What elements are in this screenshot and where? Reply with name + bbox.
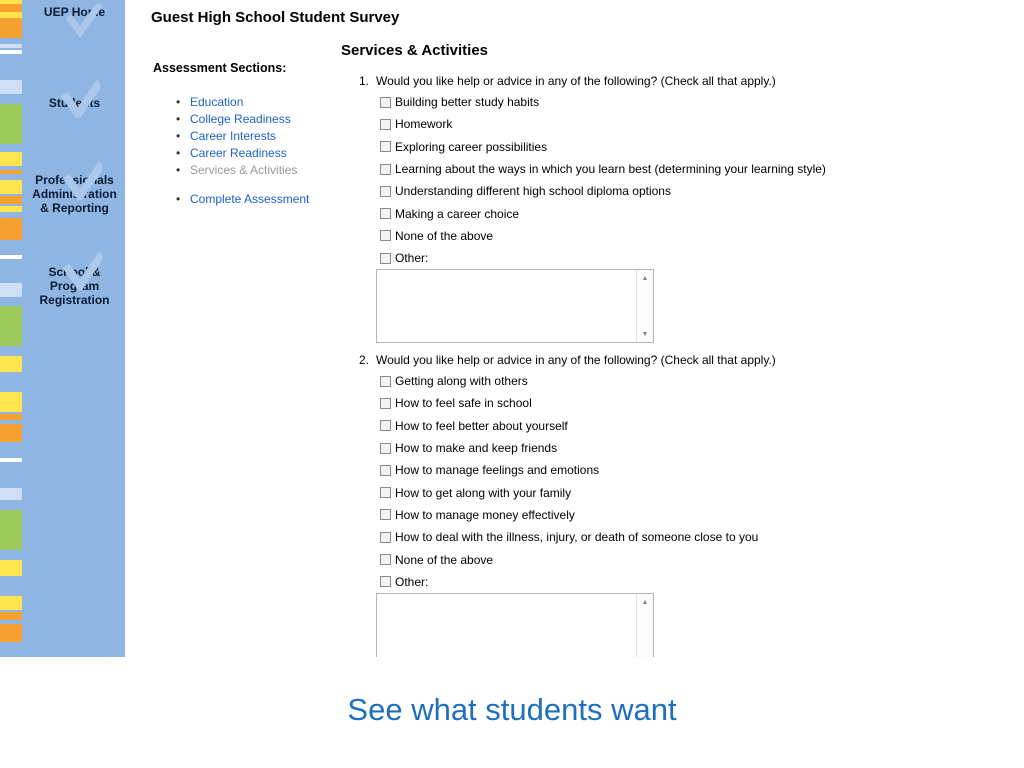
checkbox-label: How to manage feelings and emotions <box>395 463 600 478</box>
page-title: Guest High School Student Survey <box>151 9 400 26</box>
decorative-color-block <box>0 218 22 240</box>
checkbox-option[interactable] <box>380 481 758 503</box>
scroll-down-arrow-icon[interactable]: ▼ <box>641 331 649 338</box>
section-current-services-activities: • Services & Activities <box>176 162 309 179</box>
checkbox-label: Other: <box>395 574 429 589</box>
checkbox[interactable] <box>380 186 391 197</box>
checkbox-option[interactable] <box>380 415 758 437</box>
nav-school-program-registration[interactable]: School & Program Registration <box>39 265 110 307</box>
textarea-scrollbar[interactable] <box>636 594 653 657</box>
decorative-color-block <box>0 170 22 174</box>
scroll-up-arrow-icon[interactable]: ▲ <box>641 599 649 606</box>
checkbox-option[interactable] <box>380 526 758 548</box>
decorative-color-block <box>0 612 22 620</box>
question-number: 1. <box>359 74 370 88</box>
checkbox-label: None of the above <box>395 228 494 243</box>
decorative-color-strip <box>0 0 24 657</box>
checkbox-option[interactable] <box>380 136 826 158</box>
decorative-color-block <box>0 152 22 166</box>
question-text: Would you like help or advice in any of the following? (Check all that apply.) <box>376 353 776 367</box>
question-2 <box>359 353 776 367</box>
section-link-complete-assessment[interactable]: • Complete Assessment <box>176 191 309 208</box>
scroll-up-arrow-icon[interactable]: ▲ <box>641 275 649 282</box>
slide-caption: See what students want <box>347 692 677 727</box>
decorative-color-block <box>0 80 22 94</box>
checkbox-label: How to make and keep friends <box>395 441 558 456</box>
checkbox-label: Making a career choice <box>395 206 520 221</box>
question-2-options <box>380 370 758 593</box>
checkbox-option[interactable] <box>380 247 826 269</box>
checkbox[interactable] <box>380 119 391 130</box>
decorative-color-block <box>0 4 22 12</box>
checkbox[interactable] <box>380 554 391 565</box>
checkbox[interactable] <box>380 230 391 241</box>
decorative-color-block <box>0 283 22 297</box>
decorative-color-block <box>0 50 22 54</box>
nav-students[interactable]: Students <box>48 96 101 110</box>
checkbox-label: Learning about the ways in which you learn best (determining your learning style) <box>395 162 826 177</box>
checkbox-option[interactable] <box>380 370 758 392</box>
checkbox-label: How to deal with the illness, injury, or death of someone close to you <box>395 530 759 545</box>
checkbox[interactable] <box>380 164 391 175</box>
checkbox-option[interactable] <box>380 504 758 526</box>
checkbox-label: How to feel safe in school <box>395 396 532 411</box>
decorative-color-block <box>0 196 22 204</box>
checkbox[interactable] <box>380 465 391 476</box>
decorative-color-block <box>0 560 22 576</box>
decorative-color-block <box>0 180 22 194</box>
decorative-color-block <box>0 596 22 610</box>
checkbox-option[interactable] <box>380 180 826 202</box>
checkbox-label: Understanding different high school diploma options <box>395 184 671 199</box>
checkbox-option[interactable] <box>380 158 826 180</box>
checkbox-option[interactable] <box>380 548 758 570</box>
assessment-sections-heading: Assessment Sections: <box>153 61 287 75</box>
left-nav <box>24 0 125 657</box>
checkbox-label: How to feel better about yourself <box>395 418 568 433</box>
q2-other-textarea[interactable] <box>376 593 654 657</box>
checkbox-option[interactable] <box>380 571 758 593</box>
checkbox-label: Getting along with others <box>395 374 528 389</box>
decorative-color-block <box>0 44 22 48</box>
checkbox[interactable] <box>380 420 391 431</box>
checkbox[interactable] <box>380 509 391 520</box>
checkbox-label: Homework <box>395 117 453 132</box>
section-link-career-interests[interactable]: • Career Interests <box>176 128 309 145</box>
decorative-color-block <box>0 488 22 500</box>
assessment-sections-list <box>176 94 309 208</box>
q1-other-textarea[interactable] <box>376 269 654 343</box>
checkbox-option[interactable] <box>380 392 758 414</box>
checkbox-label: Other: <box>395 251 429 266</box>
checkbox[interactable] <box>380 398 391 409</box>
decorative-color-block <box>0 510 22 550</box>
question-number: 2. <box>359 353 370 367</box>
checkbox-option[interactable] <box>380 202 826 224</box>
checkbox-label: Building better study habits <box>395 95 540 110</box>
checkbox[interactable] <box>380 487 391 498</box>
decorative-color-block <box>0 306 22 346</box>
checkbox-option[interactable] <box>380 437 758 459</box>
checkbox-option[interactable] <box>380 113 826 135</box>
decorative-color-block <box>0 424 22 442</box>
decorative-color-block <box>0 458 22 462</box>
decorative-color-block <box>0 104 22 144</box>
checkbox-option[interactable] <box>380 459 758 481</box>
checkbox[interactable] <box>380 532 391 543</box>
checkbox[interactable] <box>380 376 391 387</box>
question-1 <box>359 74 776 88</box>
textarea-scrollbar[interactable] <box>636 270 653 342</box>
checkbox-option[interactable] <box>380 91 826 113</box>
question-1-options <box>380 91 826 269</box>
checkbox[interactable] <box>380 97 391 108</box>
section-link-education[interactable]: • Education <box>176 94 309 111</box>
decorative-color-block <box>0 18 22 38</box>
nav-uep-home[interactable]: UEP Home <box>43 5 106 19</box>
checkbox[interactable] <box>380 576 391 587</box>
checkbox-label: How to manage money effectively <box>395 507 575 522</box>
checkbox-label: None of the above <box>395 552 494 567</box>
checkbox[interactable] <box>380 208 391 219</box>
nav-professionals-admin-reporting[interactable]: Professionals Administration & Reporting <box>32 173 117 215</box>
checkbox[interactable] <box>380 443 391 454</box>
decorative-color-block <box>0 392 22 412</box>
checkbox-label: Exploring career possibilities <box>395 139 548 154</box>
question-text: Would you like help or advice in any of the following? (Check all that apply.) <box>376 74 776 88</box>
checkbox-option[interactable] <box>380 225 826 247</box>
section-link-college-readiness[interactable]: • College Readiness <box>176 111 309 128</box>
checkbox[interactable] <box>380 253 391 264</box>
decorative-color-block <box>0 414 22 420</box>
section-link-career-readiness[interactable]: • Career Readiness <box>176 145 309 162</box>
decorative-color-block <box>0 206 22 212</box>
decorative-color-block <box>0 624 22 642</box>
checkbox-label: How to get along with your family <box>395 485 572 500</box>
section-title: Services & Activities <box>341 42 489 59</box>
decorative-color-block <box>0 255 22 259</box>
checkbox[interactable] <box>380 141 391 152</box>
decorative-color-block <box>0 356 22 372</box>
